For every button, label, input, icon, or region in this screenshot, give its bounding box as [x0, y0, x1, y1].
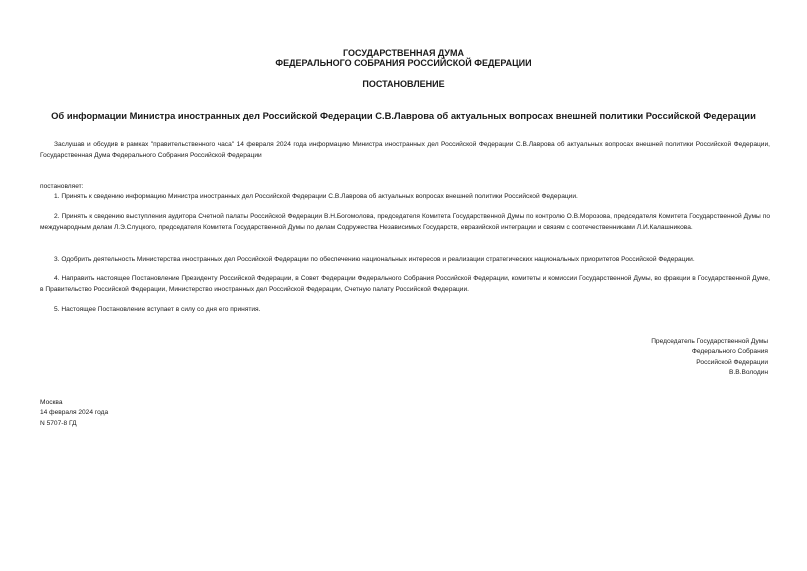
document-footer [40, 398, 108, 429]
resolution-item-5: 5. Настоящее Постановление вступает в силу со дня его принятия. [54, 306, 261, 313]
resolution-item-2: 2. Принять к сведению выступления аудитора Счетной палаты Российской Федерации В.Н.Богомолова, председателя Комитета Государственной Думы по контролю О.В.Морозова, председателя Комитета Государственной Думы по международным делам Л.Э.Слуцкого, председателя Комитета Государственной Думы по делам Содружества Независимых Государств, евразийской интеграции и связям с соотечественниками Л.И.Калашникова. [40, 213, 770, 231]
header-line-2: ФЕДЕРАЛЬНОГО СОБРАНИЯ РОССИЙСКОЙ ФЕДЕРАЦИИ [275, 58, 532, 68]
signature-position-line-2: Федерального Собрания [691, 348, 768, 356]
footer-number: N 5707-8 ГД [40, 419, 77, 427]
signature-name: В.В.Володин [729, 369, 768, 377]
resolution-item-3: 3. Одобрить деятельность Министерства иностранных дел Российской Федерации по обеспечению национальных интересов и реализации стратегических национальных приоритетов Российской Федерации. [54, 256, 695, 263]
resolves-label: постановляет: [40, 183, 84, 190]
resolution-item-1: 1. Принять к сведению информацию Министра иностранных дел Российской Федерации С.В.Лаврова об актуальных вопросах внешней политики Российской Федерации. [54, 193, 578, 200]
signature-position-line-1: Председатель Государственной Думы [651, 338, 768, 345]
document-type: ПОСТАНОВЛЕНИЕ [362, 79, 445, 89]
footer-date: 14 февраля 2024 года [40, 409, 109, 417]
signature-position-line-3: Российской Федерации [696, 358, 768, 366]
footer-city: Москва [40, 399, 63, 406]
document-title: Об информации Министра иностранных дел Российской Федерации С.В.Лаврова об актуальных вопросах внешней политики Российской Федерации [51, 110, 756, 121]
resolution-item-4: 4. Направить настоящее Постановление Президенту Российской Федерации, в Совет Федерации Федерального Собрания Российской Федерации, комитеты и комиссии Государственной Думы, во фракции в Государственной Думе, в Правительство Российской Федерации, Министерство иностранных дел Российской Федерации, Счетную палату Российской Федерации. [40, 275, 770, 293]
header-line-1: ГОСУДАРСТВЕННАЯ ДУМА [342, 48, 465, 58]
intro-paragraph: Заслушав и обсудив в рамках "правительственного часа" 14 февраля 2024 года информацию Министра иностранных дел Российской Федерации С.В.Лаврова об актуальных вопросах внешней политики Российской Федерации, Государственная Дума Федерального Собрания Российской Федерации [40, 141, 770, 159]
signature-block [651, 337, 768, 379]
